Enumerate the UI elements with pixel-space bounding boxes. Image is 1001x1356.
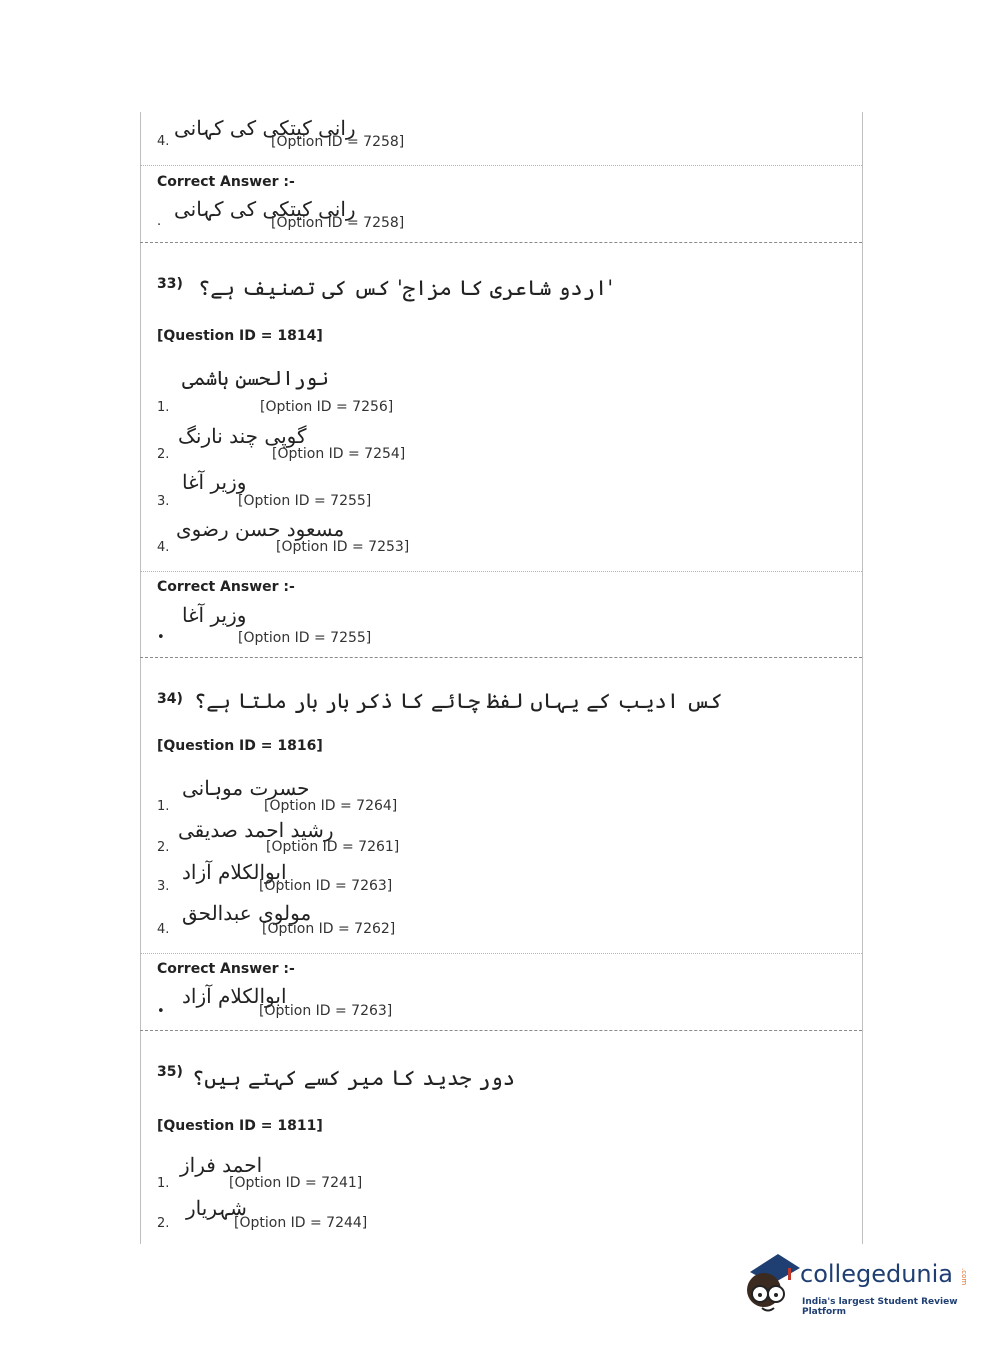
option-id: [Option ID = 7258] [271, 134, 405, 150]
option-text: وزیر آغا [182, 470, 247, 494]
option-id: [Option ID = 7256] [260, 399, 394, 415]
logo-suffix: .com [960, 1268, 968, 1286]
bullet: • [157, 1004, 165, 1019]
option-text: مسعود حسن رضوی [176, 517, 345, 541]
bullet: . [157, 214, 162, 229]
correct-answer-text: وزیر آغا [182, 603, 247, 627]
question-text: 'اردو شاعری کا مزاج' کس کی تصنیف ہے؟ [198, 276, 614, 300]
option-text: رشید احمد صدیقی [178, 818, 334, 842]
divider [140, 571, 862, 572]
option-text: احمد فراز [180, 1153, 263, 1177]
option-text: مولوی عبدالحق [182, 901, 312, 925]
question-id: [Question ID = 1814] [157, 328, 323, 344]
question-id: [Question ID = 1811] [157, 1118, 323, 1134]
correct-answer-label: Correct Answer :- [157, 579, 295, 595]
option-number: 1. [157, 400, 170, 415]
option-number: 4. [157, 922, 170, 937]
option-number: 1. [157, 799, 170, 814]
option-number: 2. [157, 447, 170, 462]
logo-name: collegedunia [800, 1260, 954, 1288]
logo-tagline: India's largest Student Review Platform [802, 1297, 958, 1317]
option-id: [Option ID = 7264] [264, 798, 398, 814]
correct-answer-id: [Option ID = 7258] [271, 215, 405, 231]
option-number: 4. [157, 134, 170, 149]
correct-answer-id: [Option ID = 7263] [259, 1003, 393, 1019]
bullet: • [157, 630, 165, 645]
question-number: 35) [157, 1064, 183, 1080]
correct-answer-id: [Option ID = 7255] [238, 630, 372, 646]
question-separator [140, 657, 862, 658]
divider [140, 953, 862, 954]
option-id: [Option ID = 7255] [238, 493, 372, 509]
option-text: ابوالکلام آزاد [182, 860, 287, 884]
option-number: 3. [157, 494, 170, 509]
divider [140, 165, 862, 166]
question-separator [140, 242, 862, 243]
option-number: 1. [157, 1176, 170, 1191]
correct-answer-label: Correct Answer :- [157, 174, 295, 190]
option-text: گوپی چند نارنگ [178, 424, 307, 448]
option-id: [Option ID = 7241] [229, 1175, 363, 1191]
option-id: [Option ID = 7262] [262, 921, 396, 937]
option-id: [Option ID = 7244] [234, 1215, 368, 1231]
question-text: کس ادیب کے یہاں لفظ چائے کا ذکر بار بار ملتا ہے؟ [194, 689, 723, 713]
option-id: [Option ID = 7261] [266, 839, 400, 855]
option-id: [Option ID = 7254] [272, 446, 406, 462]
mascot-icon [742, 1250, 800, 1318]
option-number: 2. [157, 1216, 170, 1231]
question-id: [Question ID = 1816] [157, 738, 323, 754]
option-id: [Option ID = 7263] [259, 878, 393, 894]
option-number: 4. [157, 540, 170, 555]
correct-answer-label: Correct Answer :- [157, 961, 295, 977]
option-text: شہریار [186, 1196, 247, 1220]
correct-answer-text: ابوالکلام آزاد [182, 984, 287, 1008]
option-number: 3. [157, 879, 170, 894]
option-text: نورالحسن ہاشمی [182, 366, 329, 390]
question-number: 34) [157, 691, 183, 707]
correct-answer-text: رانی کیتکی کی کہانی [174, 197, 356, 221]
option-text: حسرت موہانی [182, 776, 310, 800]
option-id: [Option ID = 7253] [276, 539, 410, 555]
collegedunia-logo [742, 1250, 972, 1320]
question-number: 33) [157, 276, 183, 292]
question-text: دور جدید کا میر کسے کہتے ہیں؟ [192, 1066, 516, 1090]
option-number: 2. [157, 840, 170, 855]
option-text: رانی کیتکی کی کہانی [174, 116, 356, 140]
question-separator [140, 1030, 862, 1031]
